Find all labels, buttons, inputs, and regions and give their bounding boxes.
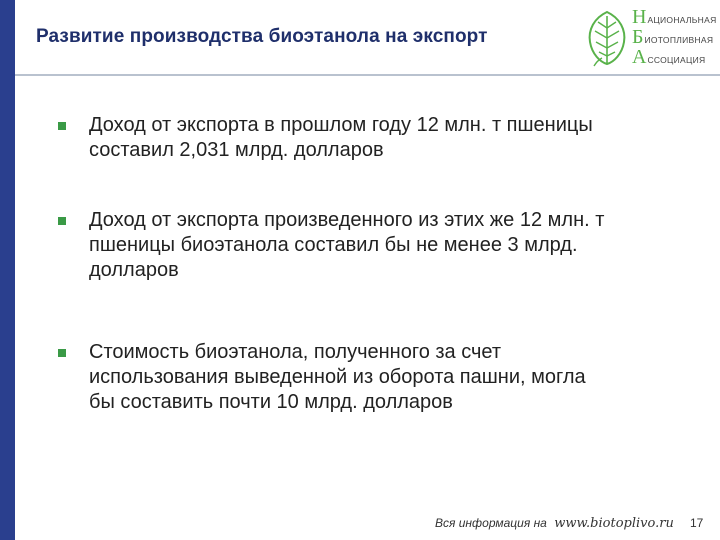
logo-word: ИОТОПЛИВНАЯ xyxy=(644,35,714,45)
logo-word: ССОЦИАЦИЯ xyxy=(647,55,706,65)
bullet-marker-icon xyxy=(58,217,66,225)
left-accent-bar xyxy=(0,0,15,540)
bullet-marker-icon xyxy=(58,349,66,357)
bullet-text: Доход от экспорта в прошлом году 12 млн. т пшеницы составил 2,031 млрд. долларов xyxy=(89,114,593,161)
logo-letter: Н xyxy=(632,6,647,28)
bullet-text: Стоимость биоэтанола, полученного за счет использования выведенной из оборота пашни, могла бы составить почти 10 млрд. долларов xyxy=(89,341,586,413)
logo-letter: Б xyxy=(632,26,644,48)
association-logo xyxy=(584,6,720,68)
bullet-marker-icon xyxy=(58,122,66,130)
footer-prefix: Вся информация на xyxy=(435,516,547,530)
leaf-icon xyxy=(584,8,630,68)
footer-url-link[interactable]: www.biotoplivo.ru xyxy=(554,516,674,531)
page-number: 17 xyxy=(690,516,704,530)
slide-title: Развитие производства биоэтанола на экспорт xyxy=(36,26,488,47)
footer-credit xyxy=(435,516,674,531)
logo-letter: А xyxy=(632,46,647,68)
logo-word: АЦИОНАЛЬНАЯ xyxy=(647,15,717,25)
bullet-text: Доход от экспорта произведенного из этих же 12 млн. т пшеницы биоэтанола составил бы не менее 3 млрд. долларов xyxy=(89,209,605,281)
title-divider xyxy=(15,74,720,76)
logo-row-3 xyxy=(632,46,705,69)
